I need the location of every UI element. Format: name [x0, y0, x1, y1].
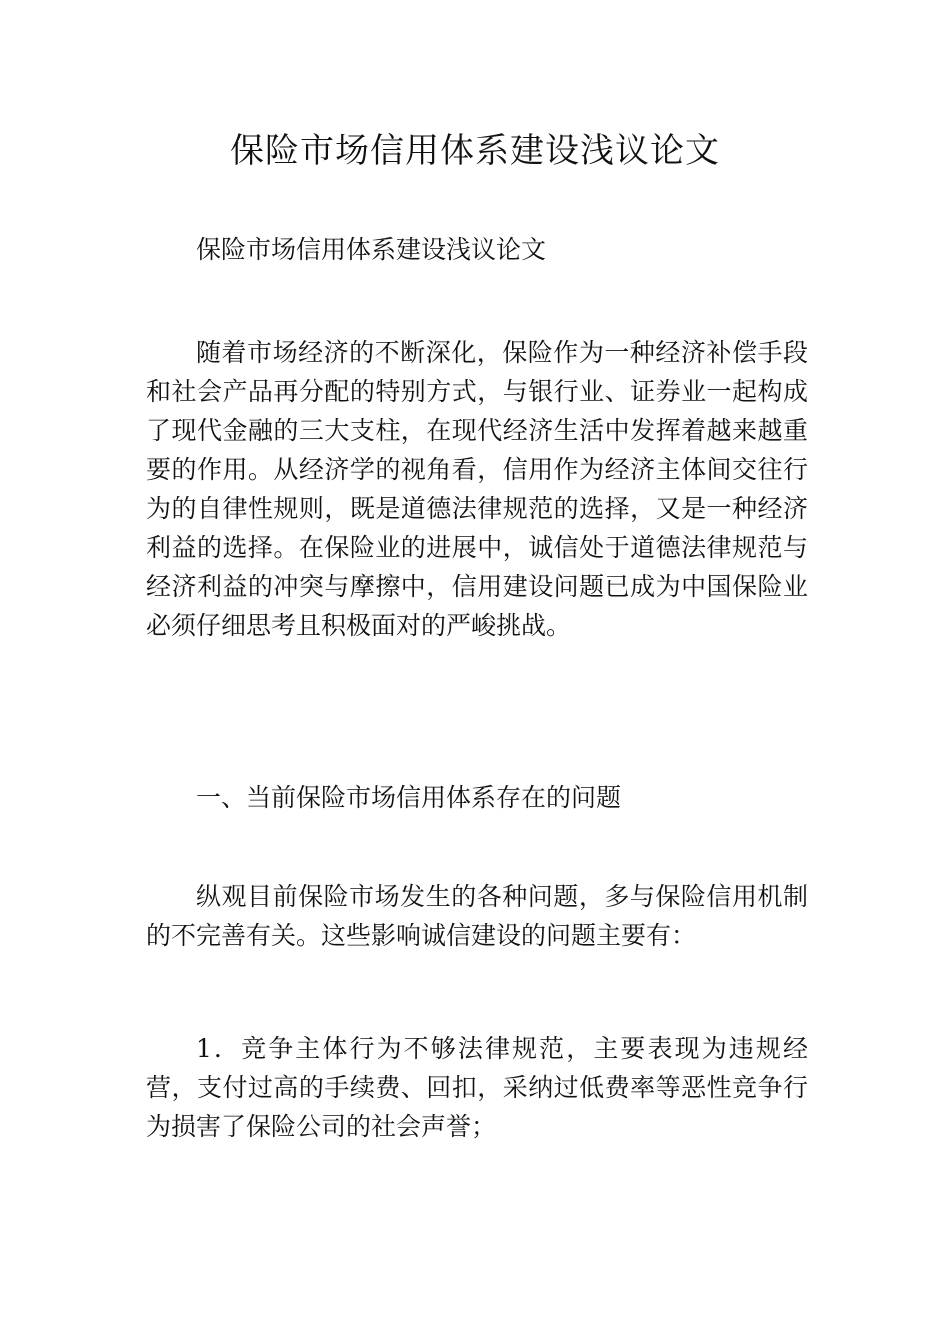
list-item-paragraph: 1．竞争主体行为不够法律规范，主要表现为违规经营，支付过高的手续费、回扣，采纳过低费率等恶性竞争行为损害了保险公司的社会声誉；: [146, 1034, 808, 1141]
subtitle-paragraph: 保险市场信用体系建设浅议论文: [196, 235, 547, 264]
section-heading: 一、当前保险市场信用体系存在的问题: [196, 783, 622, 812]
overview-paragraph: 纵观目前保险市场发生的各种问题，多与保险信用机制的不完善有关。这些影响诚信建设的问题主要有：: [146, 882, 808, 950]
document-title: 保险市场信用体系建设浅议论文: [230, 131, 720, 171]
intro-paragraph: 随着市场经济的不断深化，保险作为一种经济补偿手段和社会产品再分配的特别方式，与银行业、证券业一起构成了现代金融的三大支柱，在现代经济生活中发挥着越来越重要的作用。从经济学的视角看，信用作为经济主体间交往行为的自律性规则，既是道德法律规范的选择，又是一种经济利益的选择。在保险业的进展中，诚信处于道德法律规范与经济利益的冲突与摩擦中，信用建设问题已成为中国保险业必须仔细思考且积极面对的严峻挑战。: [146, 338, 808, 640]
